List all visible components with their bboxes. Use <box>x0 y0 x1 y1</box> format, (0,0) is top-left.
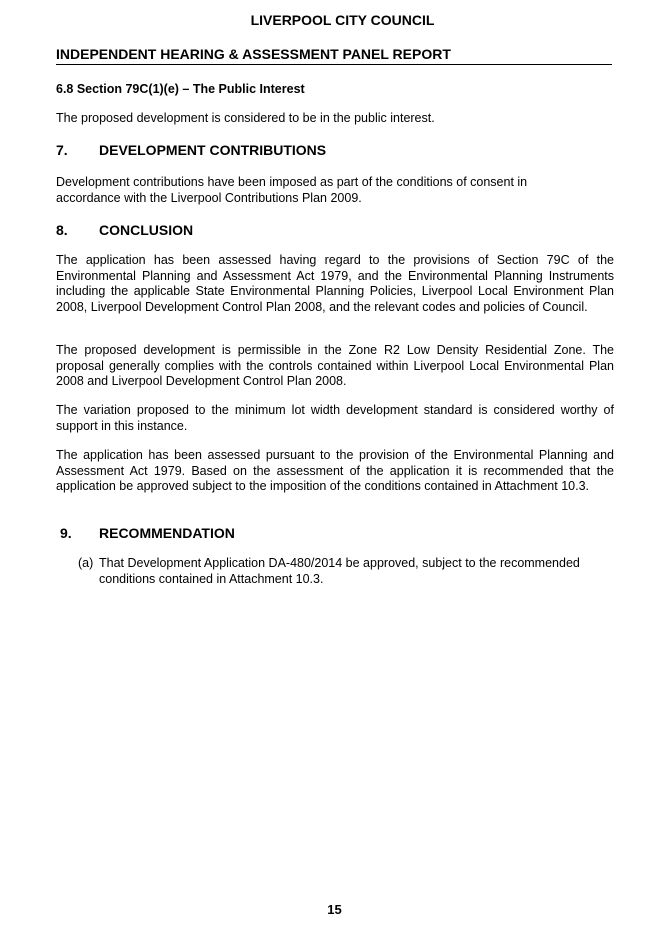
conclusion-paragraph-2: The proposed development is permissible in the Zone R2 Low Density Residential Zone. The proposal generally complies with the controls contained within Liverpool Local Environmental Plan 2008 and Liverpool Development Control Plan 2008. <box>56 343 614 388</box>
section-8-title: CONCLUSION <box>99 222 194 238</box>
recommendation-item-label: (a) <box>78 556 94 570</box>
section-6-8-text: The proposed development is considered to be in the public interest. <box>56 111 435 125</box>
section-9-number: 9. <box>60 525 72 541</box>
section-8-number: 8. <box>56 222 68 238</box>
conclusion-paragraph-3: The variation proposed to the minimum lot width development standard is considered worthy of support in this instance. <box>56 403 614 433</box>
conclusion-paragraph-4: The application has been assessed pursuant to the provision of the Environmental Planning and Assessment Act 1979. Based on the assessment of the application it is recommended that the application be approved subject to the imposition of the conditions contained in Attachment 10.3. <box>56 448 614 493</box>
conclusion-paragraph-1: The application has been assessed having regard to the provisions of Section 79C of the Environmental Planning and Assessment Act 1979, and the Environmental Planning Instruments including the applicable State Environmental Planning Policies, Liverpool Local Environment Plan 2008, Liverpool Development Control Plan 2008, and the relevant codes and policies of Council. <box>56 253 614 314</box>
section-6-8-heading: 6.8 Section 79C(1)(e) – The Public Interest <box>56 82 305 96</box>
recommendation-item-text: That Development Application DA-480/2014 be approved, subject to the recommended conditions contained in Attachment 10.3. <box>99 556 580 586</box>
section-7-number: 7. <box>56 142 68 158</box>
section-7-text: Development contributions have been imposed as part of the conditions of consent in accordance with the Liverpool Contributions Plan 2009. <box>56 175 528 205</box>
section-9-title: RECOMMENDATION <box>99 525 235 541</box>
header-divider <box>56 64 612 65</box>
report-title: INDEPENDENT HEARING & ASSESSMENT PANEL REPORT <box>56 46 451 62</box>
page-number: 15 <box>327 902 342 917</box>
recommendation-item <box>78 556 614 587</box>
section-7-title: DEVELOPMENT CONTRIBUTIONS <box>99 142 327 158</box>
council-name: LIVERPOOL CITY COUNCIL <box>250 12 435 28</box>
